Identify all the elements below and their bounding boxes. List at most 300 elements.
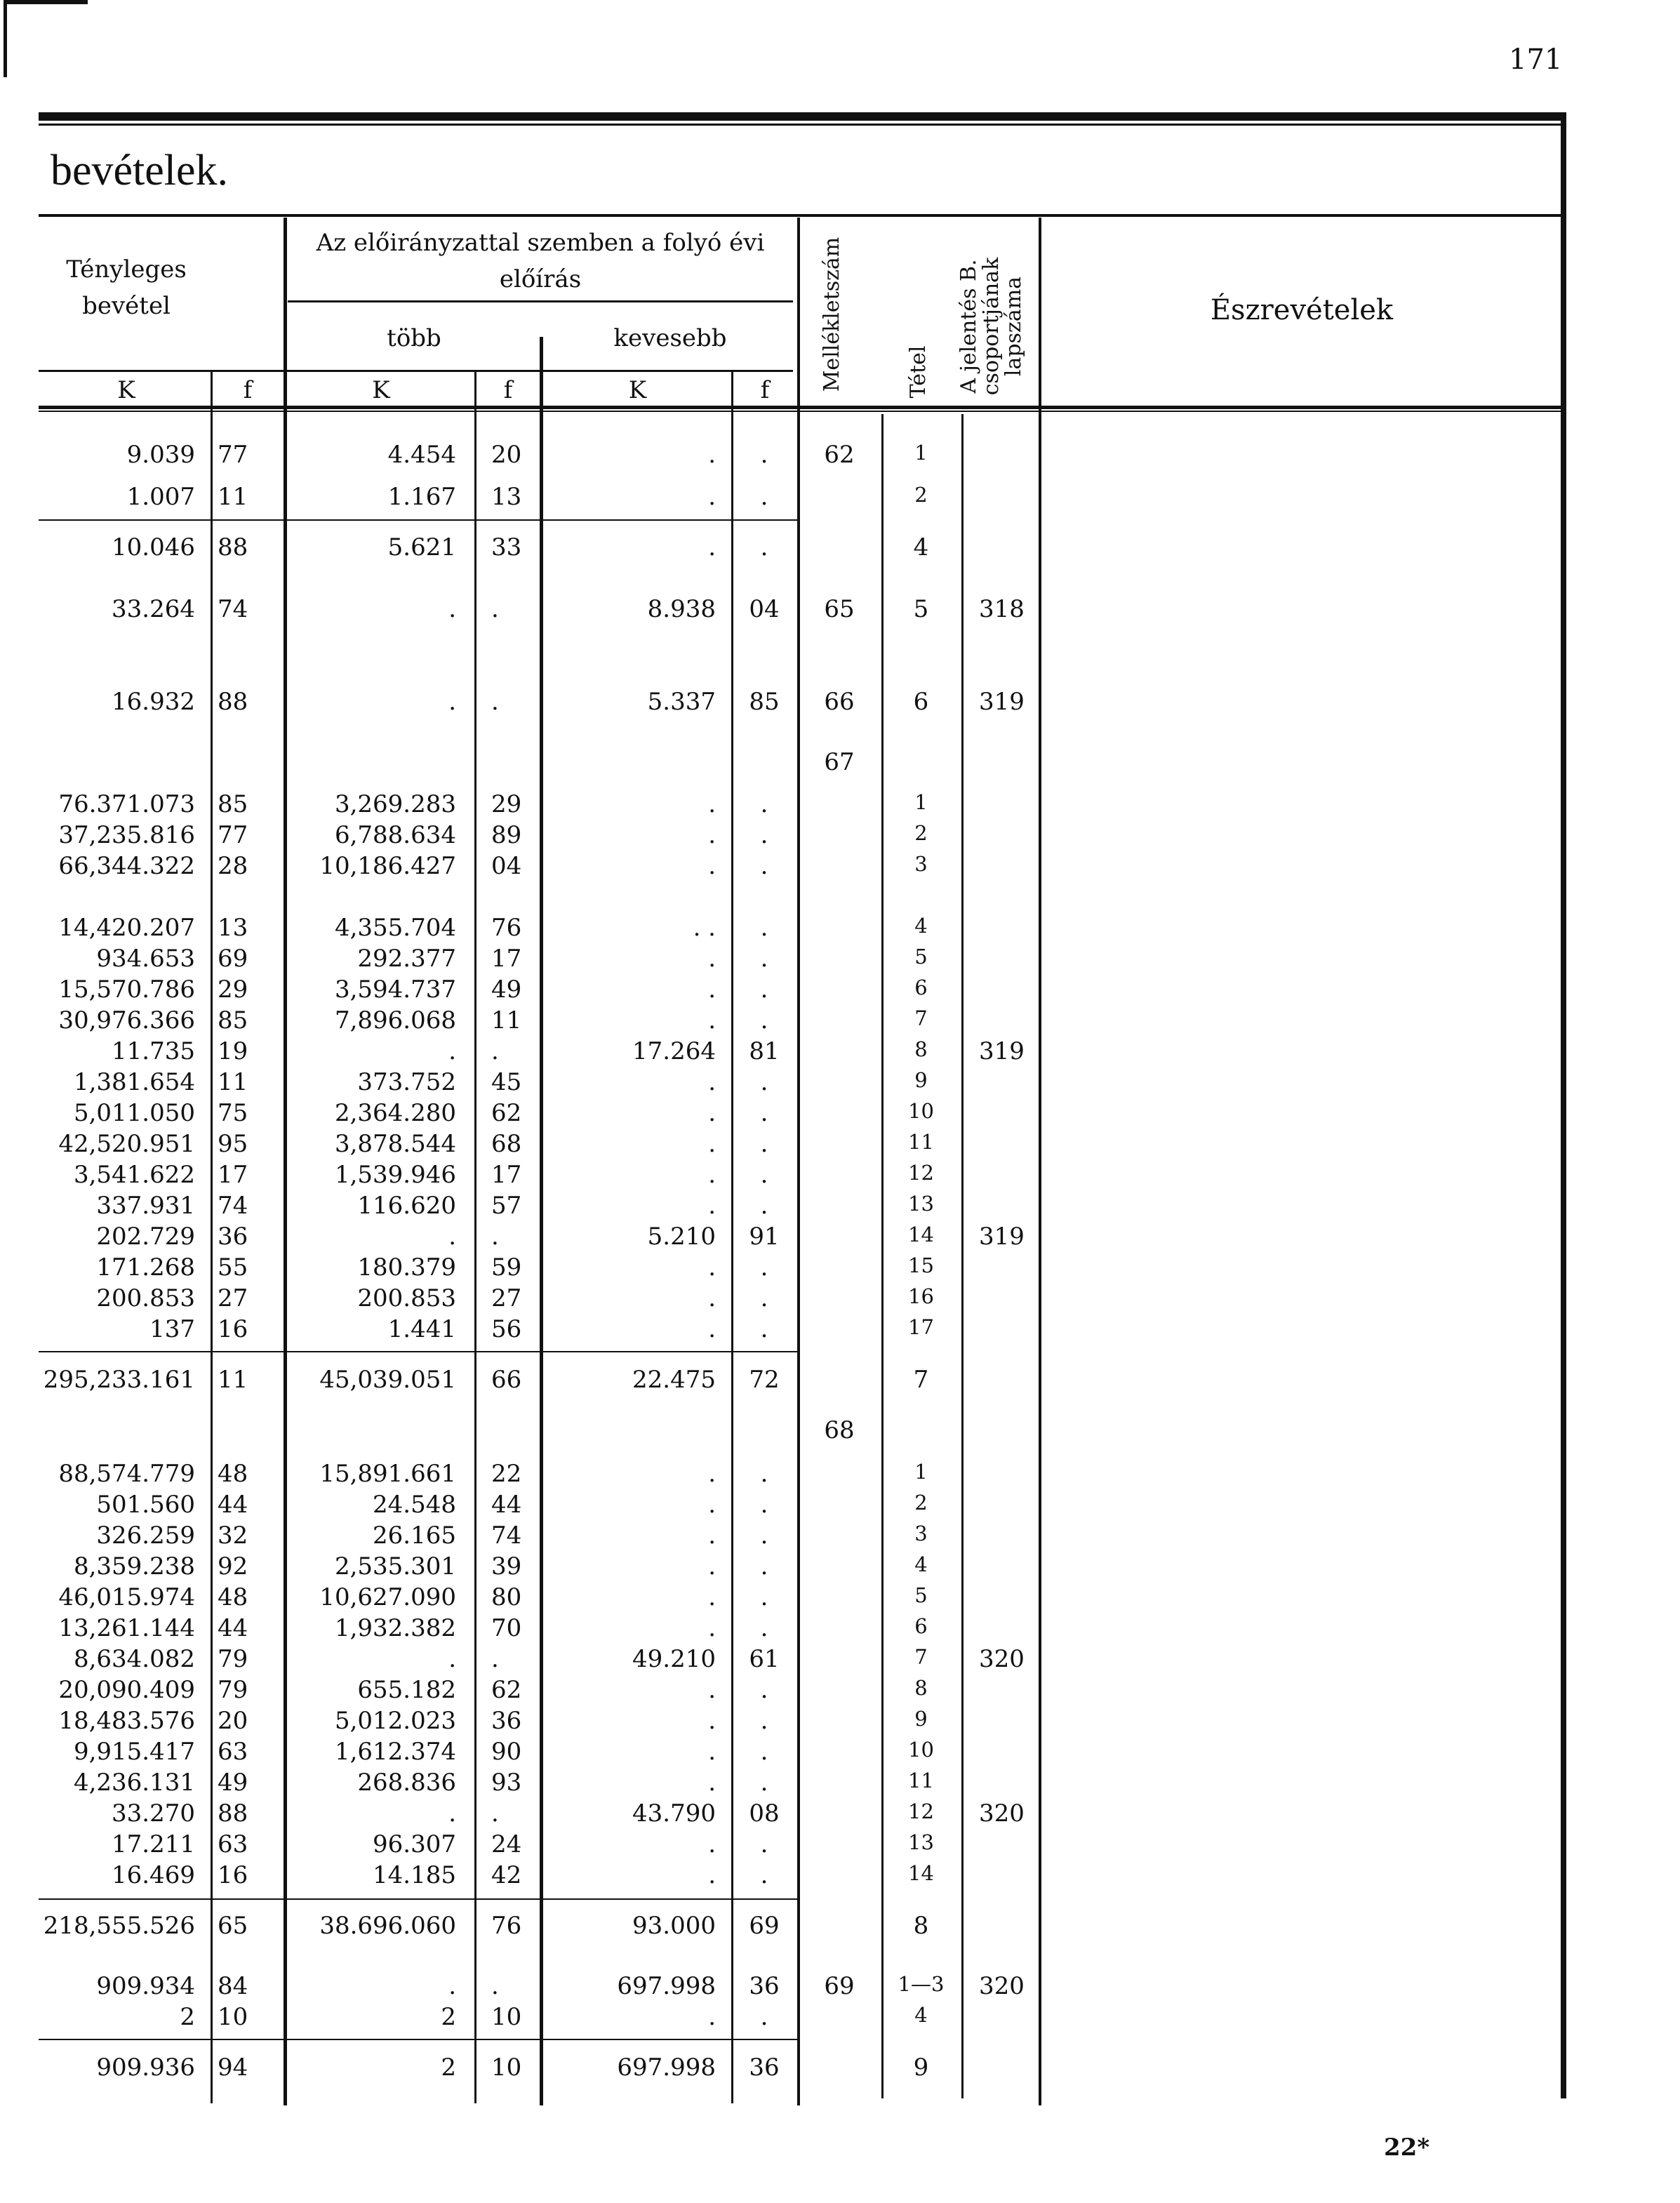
cell-actual-f: 88 [218, 1799, 248, 1828]
cell-more-k: 26.165 [373, 1522, 456, 1550]
cell-more-f: 76 [491, 914, 522, 942]
cell-item-number: 9 [914, 1068, 928, 1092]
cell-actual-f: 10 [218, 2003, 248, 2031]
cell-more-f: 59 [491, 1253, 522, 1282]
cell-less-k: . [708, 976, 716, 1004]
cell-more-k: 2,364.280 [334, 1099, 456, 1127]
cell-item-number: 11 [908, 1769, 934, 1792]
cell-actual-k: 4,236.131 [73, 1769, 195, 1797]
cell-less-k: . [708, 483, 716, 511]
page-number: 171 [1509, 44, 1563, 76]
cell-less-f: . [760, 821, 768, 849]
cell-less-k: 49.210 [632, 1645, 716, 1673]
cell-actual-k: 934.653 [96, 945, 195, 973]
cell-more-k: 2 [441, 2003, 456, 2031]
cell-less-k: 17.264 [632, 1037, 716, 1065]
top-rule-thin [39, 124, 1565, 126]
cell-more-k: 24.548 [373, 1491, 456, 1519]
cell-report-page: 320 [979, 1799, 1025, 1828]
cell-item-number: 4 [913, 533, 929, 561]
cell-more-k: 6,788.634 [334, 821, 456, 849]
cell-actual-k: 1.007 [126, 483, 195, 511]
cell-more-k: 2,535.301 [334, 1552, 456, 1580]
cell-less-f: . [760, 976, 768, 1004]
cell-actual-k: 9.039 [126, 441, 195, 469]
header-less: kevesebb [613, 324, 727, 352]
cell-less-f: . [760, 2003, 768, 2031]
cell-item-number: 11 [908, 1130, 934, 1154]
header-item: Tétel [906, 345, 931, 399]
cell-less-f: 91 [749, 1223, 780, 1251]
cell-item-number: 1 [914, 1460, 928, 1484]
cell-more-f: . [491, 595, 499, 623]
header-compare: Az előirányzattal szemben a folyó évi előírás [316, 229, 765, 293]
cell-more-k: . [448, 688, 456, 716]
cell-actual-f: 95 [218, 1130, 248, 1158]
cell-actual-f: 75 [218, 1099, 248, 1127]
col-line-more-f [474, 370, 476, 2103]
cell-less-k: . [708, 533, 716, 561]
cell-actual-k: 218,555.526 [43, 1912, 195, 1940]
corner-mark [4, 0, 88, 4]
cell-more-k: 15,891.661 [319, 1460, 456, 1488]
cell-actual-f: 16 [218, 1315, 248, 1343]
cell-item-number: 1 [914, 790, 928, 814]
compare-subrule [288, 300, 793, 302]
cell-actual-f: 48 [218, 1583, 248, 1611]
cell-item-number: 16 [908, 1284, 934, 1308]
cell-less-k: 5.337 [647, 688, 716, 716]
cell-less-f: . [760, 1130, 768, 1158]
col-line-attachment [797, 218, 800, 2105]
cell-attachment-number: 69 [824, 1972, 855, 2000]
cell-item-number: 10 [908, 1738, 934, 1762]
cell-more-k: 1.167 [387, 483, 456, 511]
cell-more-f: 62 [491, 1099, 522, 1127]
cell-actual-f: 16 [218, 1861, 248, 1889]
cell-actual-f: 20 [218, 1707, 248, 1735]
cell-less-k: . [708, 1491, 716, 1519]
cell-item-number: 6 [914, 1614, 928, 1638]
cell-more-f: 04 [491, 852, 522, 880]
cell-more-f: . [491, 1799, 499, 1828]
cell-actual-f: 74 [218, 595, 248, 623]
cell-actual-f: 65 [218, 1912, 248, 1940]
cell-less-f: . [760, 1006, 768, 1034]
cell-more-k: . [448, 1645, 456, 1673]
cell-more-k: 5,012.023 [334, 1707, 456, 1735]
cell-actual-k: 3,541.622 [73, 1161, 195, 1189]
cell-more-k: . [448, 1037, 456, 1065]
cell-less-f: . [760, 483, 768, 511]
cell-item-number: 2 [914, 483, 928, 507]
cell-more-k: . [448, 1799, 456, 1828]
cell-less-k: . [708, 1192, 716, 1220]
cell-report-page: 320 [979, 1645, 1025, 1673]
cell-less-k: . [708, 2003, 716, 2031]
cell-less-f: 72 [749, 1366, 780, 1394]
cell-item-number: 5 [913, 595, 929, 623]
cell-more-k: 96.307 [373, 1830, 456, 1858]
cell-actual-k: 8,634.082 [73, 1645, 195, 1673]
cell-report-page: 320 [979, 1972, 1025, 2000]
cell-less-f: . [760, 1491, 768, 1519]
cell-actual-k: 200.853 [96, 1284, 195, 1312]
cell-more-f: 93 [491, 1769, 522, 1797]
cell-less-k: . [708, 945, 716, 973]
col-line-remarks [1039, 218, 1041, 2105]
cell-actual-f: 17 [218, 1161, 248, 1189]
cell-less-k: . [708, 852, 716, 880]
cell-more-f: 80 [491, 1583, 522, 1611]
cell-less-k: . [708, 1707, 716, 1735]
cell-less-f: 08 [749, 1799, 780, 1828]
cell-more-f: . [491, 1037, 499, 1065]
cell-less-f: 36 [749, 1972, 780, 2000]
cell-less-k: 22.475 [632, 1366, 716, 1394]
cell-less-k: . [708, 1676, 716, 1704]
cell-item-number: 14 [908, 1861, 934, 1885]
cell-more-f: 36 [491, 1707, 522, 1735]
cell-actual-f: 27 [218, 1284, 248, 1312]
cell-report-page: 319 [979, 688, 1025, 716]
cell-less-f: . [760, 1738, 768, 1766]
cell-more-f: 13 [491, 483, 522, 511]
cell-actual-k: 501.560 [96, 1491, 195, 1519]
cell-more-k: 45,039.051 [319, 1366, 456, 1394]
cell-actual-f: 77 [218, 821, 248, 849]
cell-item-number: 9 [914, 1707, 928, 1731]
header-top-rule [39, 214, 1565, 217]
header-more: több [387, 324, 441, 352]
sum-rule [39, 1898, 800, 1900]
cell-actual-k: 17.211 [112, 1830, 195, 1858]
cell-more-k: 1,612.374 [334, 1738, 456, 1766]
cell-less-k: 697.998 [617, 2054, 716, 2082]
cell-actual-f: 63 [218, 1830, 248, 1858]
cell-more-k: 1,539.946 [334, 1161, 456, 1189]
cell-less-f: . [760, 533, 768, 561]
cell-actual-k: 8,359.238 [73, 1552, 195, 1580]
cell-actual-k: 14,420.207 [58, 914, 195, 942]
header-less-k: K [628, 376, 647, 404]
cell-item-number: 4 [914, 914, 928, 938]
cell-report-page: 319 [979, 1037, 1025, 1065]
cell-actual-f: 85 [218, 790, 248, 818]
cell-more-f: 11 [491, 1006, 522, 1034]
cell-more-k: . [448, 1972, 456, 2000]
cell-less-k: . [708, 1460, 716, 1488]
cell-actual-f: 69 [218, 945, 248, 973]
cell-less-k: . [708, 1006, 716, 1034]
cell-actual-k: 171.268 [96, 1253, 195, 1282]
cell-actual-k: 1,381.654 [73, 1068, 195, 1096]
header-more-k: K [372, 376, 390, 404]
cell-less-f: . [760, 1284, 768, 1312]
cell-more-k: 3,878.544 [334, 1130, 456, 1158]
cell-more-f: 74 [491, 1522, 522, 1550]
cell-more-f: 20 [491, 441, 522, 469]
cell-more-k: 180.379 [357, 1253, 456, 1282]
cell-actual-f: 11 [218, 1068, 248, 1096]
cell-item-number: 7 [914, 1645, 928, 1669]
cell-item-number: 12 [908, 1799, 934, 1823]
cell-more-f: 22 [491, 1460, 522, 1488]
cell-less-f: . [760, 1161, 768, 1189]
cell-less-f: 81 [749, 1037, 780, 1065]
cell-actual-k: 202.729 [96, 1223, 195, 1251]
cell-actual-f: 88 [218, 533, 248, 561]
cell-actual-k: 909.934 [96, 1972, 195, 2000]
cell-item-number: 5 [914, 1583, 928, 1607]
cell-less-k: . [708, 1830, 716, 1858]
cell-less-f: 61 [749, 1645, 780, 1673]
cell-more-f: 49 [491, 976, 522, 1004]
cell-actual-k: 2 [180, 2003, 195, 2031]
cell-item-number: 1 [914, 441, 928, 465]
cell-less-f: . [760, 1861, 768, 1889]
cell-actual-f: 92 [218, 1552, 248, 1580]
cell-more-k: . [448, 1223, 456, 1251]
cell-actual-f: 44 [218, 1491, 248, 1519]
cell-actual-f: 13 [218, 914, 248, 942]
page-title: bevételek. [51, 147, 229, 194]
cell-less-f: . [760, 852, 768, 880]
cell-more-k: 373.752 [357, 1068, 456, 1096]
cell-actual-f: 55 [218, 1253, 248, 1282]
header-actual-k: K [117, 376, 135, 404]
cell-less-k: 93.000 [632, 1912, 716, 1940]
cell-less-k: . [708, 1099, 716, 1127]
cell-attachment-number: 66 [824, 688, 855, 716]
cell-actual-k: 11.735 [112, 1037, 195, 1065]
cell-less-f: . [760, 1614, 768, 1642]
cell-less-k: . [708, 1522, 716, 1550]
cell-more-k: 3,269.283 [334, 790, 456, 818]
cell-more-f: 27 [491, 1284, 522, 1312]
cell-more-k: 4,355.704 [334, 914, 456, 942]
cell-more-k: . [448, 595, 456, 623]
cell-actual-f: 79 [218, 1676, 248, 1704]
cell-actual-f: 84 [218, 1972, 248, 2000]
cell-actual-f: 74 [218, 1192, 248, 1220]
cell-less-k: . [708, 1614, 716, 1642]
cell-more-f: 39 [491, 1552, 522, 1580]
cell-actual-f: 19 [218, 1037, 248, 1065]
cell-less-k: 43.790 [632, 1799, 716, 1828]
cell-actual-k: 42,520.951 [58, 1130, 195, 1158]
cell-less-k: . [708, 1161, 716, 1189]
header-more-f: f [503, 376, 513, 404]
cell-less-f: . [760, 1315, 768, 1343]
cell-actual-k: 337.931 [96, 1192, 195, 1220]
cell-more-k: 116.620 [357, 1192, 456, 1220]
cell-actual-k: 5,011.050 [73, 1099, 195, 1127]
cell-actual-f: 11 [218, 483, 248, 511]
cell-item-number: 8 [913, 1912, 929, 1940]
cell-item-number: 13 [908, 1192, 934, 1216]
cell-item-number: 7 [914, 1006, 928, 1030]
cell-less-k: 8.938 [647, 595, 716, 623]
cell-more-f: 62 [491, 1676, 522, 1704]
cell-item-number: 13 [908, 1830, 934, 1854]
cell-item-number: 4 [914, 1552, 928, 1576]
cell-actual-k: 295,233.161 [43, 1366, 195, 1394]
cell-more-f: . [491, 1645, 499, 1673]
cell-more-k: 1,932.382 [334, 1614, 456, 1642]
header-remarks: Észrevételek [1210, 294, 1394, 326]
header-less-f: f [760, 376, 770, 404]
col-line-actual-f [211, 370, 213, 2103]
cell-less-k: . [708, 1253, 716, 1282]
cell-actual-f: 29 [218, 976, 248, 1004]
cell-less-k: . [708, 1738, 716, 1766]
cell-report-page: 319 [979, 1223, 1025, 1251]
cell-less-f: . [760, 1068, 768, 1096]
cell-actual-k: 13,261.144 [58, 1614, 195, 1642]
cell-more-k: 38.696.060 [319, 1912, 456, 1940]
cell-actual-f: 11 [218, 1366, 248, 1394]
header-actual: Tényleges bevétel [66, 255, 187, 320]
cell-more-f: 17 [491, 1161, 522, 1189]
footer-mark: 22* [1384, 2134, 1430, 2162]
cell-attachment-number: 68 [824, 1416, 855, 1444]
cell-item-number: 2 [914, 821, 928, 845]
cell-actual-k: 16.932 [112, 688, 195, 716]
cell-more-k: 2 [441, 2054, 456, 2082]
cell-report-page: 318 [979, 595, 1025, 623]
cell-actual-k: 9,915.417 [73, 1738, 195, 1766]
cell-item-number: 10 [908, 1099, 934, 1123]
cell-item-number: 3 [914, 852, 928, 876]
cell-actual-f: 36 [218, 1223, 248, 1251]
cell-less-f: 85 [749, 688, 780, 716]
cell-less-f: . [760, 1460, 768, 1488]
cell-less-k: . [708, 1552, 716, 1580]
cell-more-k: 10,186.427 [319, 852, 456, 880]
col-line-item [881, 414, 884, 2098]
cell-actual-k: 66,344.322 [58, 852, 195, 880]
cell-more-f: . [491, 1972, 499, 2000]
cell-more-f: 68 [491, 1130, 522, 1158]
cell-actual-f: 77 [218, 441, 248, 469]
cell-actual-k: 33.270 [112, 1799, 195, 1828]
cell-item-number: 12 [908, 1161, 934, 1185]
cell-less-k: . [708, 441, 716, 469]
cell-actual-f: 88 [218, 688, 248, 716]
cell-actual-k: 33.264 [112, 595, 195, 623]
cell-actual-k: 46,015.974 [58, 1583, 195, 1611]
cell-less-k: . [708, 1769, 716, 1797]
cell-less-f: . [760, 914, 768, 942]
cell-actual-f: 32 [218, 1522, 248, 1550]
cell-actual-f: 48 [218, 1460, 248, 1488]
cell-actual-f: 63 [218, 1738, 248, 1766]
cell-actual-k: 30,976.366 [58, 1006, 195, 1034]
cell-more-k: 10,627.090 [319, 1583, 456, 1611]
cell-more-k: 5.621 [387, 533, 456, 561]
cell-actual-f: 44 [218, 1614, 248, 1642]
cell-more-f: 17 [491, 945, 522, 973]
header-bottom-rule-thin [39, 411, 1565, 412]
cell-actual-k: 326.259 [96, 1522, 195, 1550]
corner-mark-vertical [4, 0, 7, 77]
cell-less-f: . [760, 945, 768, 973]
cell-more-f: 76 [491, 1912, 522, 1940]
cell-more-f: 33 [491, 533, 522, 561]
cell-less-f: . [760, 1769, 768, 1797]
cell-more-f: 42 [491, 1861, 522, 1889]
cell-item-number: 7 [913, 1366, 929, 1394]
cell-actual-k: 76.371.073 [58, 790, 195, 818]
cell-more-f: 56 [491, 1315, 522, 1343]
cell-less-f: . [760, 441, 768, 469]
cell-actual-k: 15,570.786 [58, 976, 195, 1004]
cell-more-k: 292.377 [357, 945, 456, 973]
cell-less-k: . [708, 1861, 716, 1889]
col-line-less [540, 337, 543, 2105]
cell-item-number: 15 [908, 1253, 934, 1277]
cell-actual-k: 37,235.816 [58, 821, 195, 849]
cell-item-number: 8 [914, 1037, 928, 1061]
cell-actual-k: 88,574.779 [58, 1460, 195, 1488]
cell-less-f: . [760, 1192, 768, 1220]
cell-actual-f: 85 [218, 1006, 248, 1034]
cell-less-f: . [760, 1583, 768, 1611]
cell-item-number: 14 [908, 1223, 934, 1246]
cell-item-number: 5 [914, 945, 928, 969]
cell-more-k: 3,594.737 [334, 976, 456, 1004]
cell-more-f: . [491, 688, 499, 716]
cell-item-number: 17 [908, 1315, 934, 1339]
cell-actual-k: 20,090.409 [58, 1676, 195, 1704]
cell-more-k: 655.182 [357, 1676, 456, 1704]
cell-more-f: 29 [491, 790, 522, 818]
cell-actual-f: 49 [218, 1769, 248, 1797]
cell-less-f: . [760, 1830, 768, 1858]
cell-actual-k: 16.469 [112, 1861, 195, 1889]
cell-less-k: . [708, 1130, 716, 1158]
header-actual-f: f [243, 376, 253, 404]
cell-attachment-number: 67 [824, 748, 855, 776]
cell-less-f: . [760, 1253, 768, 1282]
cell-actual-f: 79 [218, 1645, 248, 1673]
cell-item-number: 6 [914, 976, 928, 999]
cell-actual-k: 18,483.576 [58, 1707, 195, 1735]
cell-more-f: 70 [491, 1614, 522, 1642]
cell-less-f: . [760, 1522, 768, 1550]
cell-more-f: . [491, 1223, 499, 1251]
cell-item-number: 1—3 [898, 1972, 945, 1996]
cell-more-f: 90 [491, 1738, 522, 1766]
sum-rule [39, 519, 800, 521]
cell-item-number: 3 [914, 1522, 928, 1545]
cell-less-k: 697.998 [617, 1972, 716, 2000]
cell-actual-k: 137 [149, 1315, 195, 1343]
cell-less-k: . [708, 1284, 716, 1312]
cell-attachment-number: 62 [824, 441, 855, 469]
cell-more-k: 200.853 [357, 1284, 456, 1312]
cell-less-f: . [760, 1676, 768, 1704]
cell-more-f: 45 [491, 1068, 522, 1096]
cell-less-k: . . [693, 914, 716, 942]
cell-more-f: 44 [491, 1491, 522, 1519]
header-attachment: Mellékletszám [820, 237, 844, 392]
cell-more-f: 10 [491, 2054, 522, 2082]
sum-rule [39, 2039, 800, 2040]
cell-item-number: 2 [914, 1491, 928, 1515]
cell-attachment-number: 65 [824, 595, 855, 623]
